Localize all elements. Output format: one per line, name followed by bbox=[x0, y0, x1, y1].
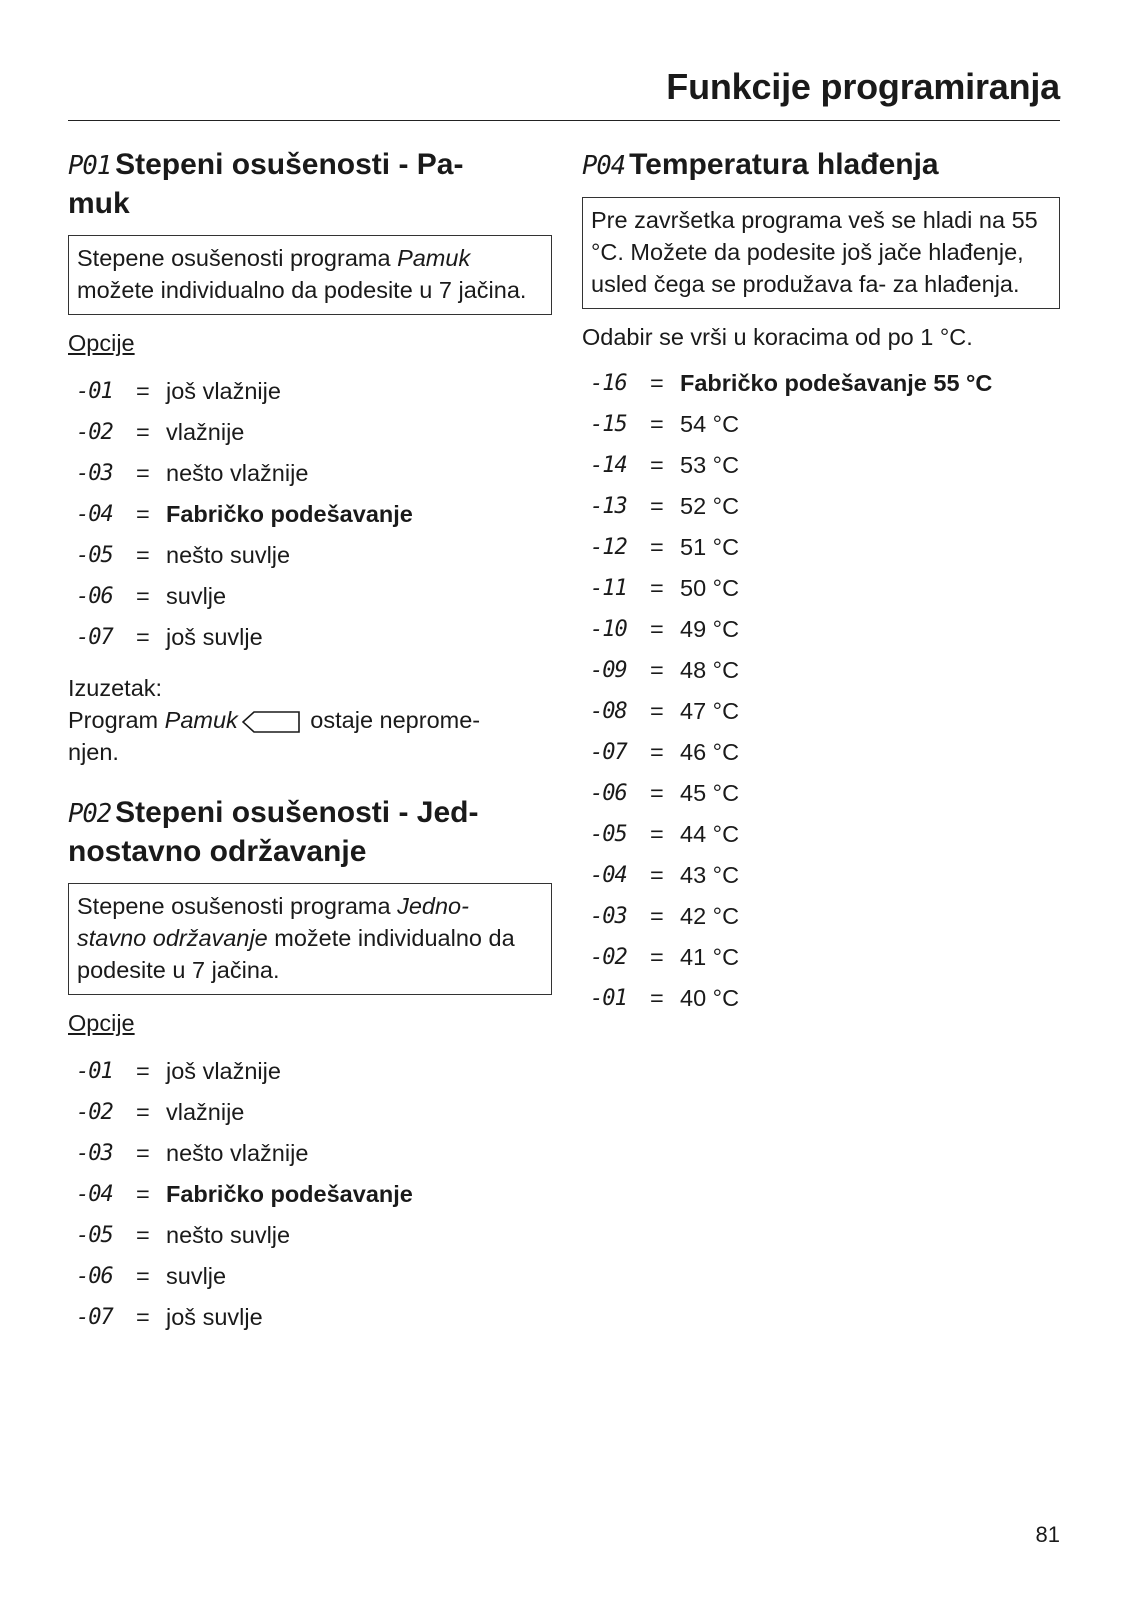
option-row bbox=[68, 371, 552, 412]
option-code: -16 bbox=[590, 371, 627, 396]
info-box-p02 bbox=[68, 883, 552, 995]
option-text: još vlažnije bbox=[166, 1058, 281, 1084]
equals-sign: = bbox=[650, 493, 664, 519]
option-code: -04 bbox=[76, 502, 113, 527]
option-row bbox=[582, 363, 1060, 404]
option-text: 43 °C bbox=[680, 862, 740, 888]
option-text: 40 °C bbox=[680, 985, 740, 1011]
option-text: 48 °C bbox=[680, 657, 740, 683]
option-row bbox=[68, 1051, 552, 1092]
option-text: 46 °C bbox=[680, 739, 740, 765]
option-code: -02 bbox=[590, 945, 627, 970]
option-code: -03 bbox=[76, 461, 113, 486]
exception-note bbox=[68, 672, 552, 768]
option-code: -06 bbox=[76, 1264, 113, 1289]
option-code: -03 bbox=[590, 904, 627, 929]
option-row bbox=[582, 609, 1060, 650]
option-text: 52 °C bbox=[680, 493, 740, 519]
option-row bbox=[582, 445, 1060, 486]
info-text: Stepene osušenosti programa bbox=[77, 245, 398, 271]
option-row bbox=[582, 773, 1060, 814]
options-list-p01 bbox=[68, 371, 552, 658]
equals-sign: = bbox=[650, 411, 664, 437]
option-code: -07 bbox=[76, 625, 113, 650]
option-row bbox=[582, 855, 1060, 896]
option-text: 47 °C bbox=[680, 698, 740, 724]
option-row bbox=[582, 650, 1060, 691]
option-code: -06 bbox=[590, 781, 627, 806]
option-code: -09 bbox=[590, 658, 627, 683]
program-name: Pamuk bbox=[164, 707, 238, 733]
option-text: suvlje bbox=[166, 583, 227, 609]
equals-sign: = bbox=[650, 698, 664, 724]
option-code: -12 bbox=[590, 535, 627, 560]
equals-sign: = bbox=[650, 370, 664, 396]
step-intro: Odabir se vrši u koracima od po 1 °C. bbox=[582, 324, 973, 350]
equals-sign: = bbox=[650, 862, 664, 888]
option-row bbox=[582, 404, 1060, 445]
section-title-p01-line1: Stepeni osušenosti - Pa- bbox=[115, 148, 464, 181]
equals-sign: = bbox=[650, 821, 664, 847]
option-row bbox=[582, 732, 1060, 773]
program-name: Jedno- bbox=[397, 893, 469, 919]
right-column bbox=[582, 146, 1060, 1037]
option-code: -04 bbox=[590, 863, 627, 888]
option-code: -07 bbox=[590, 740, 627, 765]
option-text: Fabričko podešavanje bbox=[166, 501, 413, 527]
equals-sign: = bbox=[136, 1263, 150, 1289]
left-column bbox=[68, 146, 552, 1356]
option-text: Fabričko podešavanje 55 °C bbox=[680, 370, 993, 396]
option-text: nešto vlažnije bbox=[166, 460, 309, 486]
option-text: 45 °C bbox=[680, 780, 740, 806]
section-code-p04: P04 bbox=[582, 151, 626, 181]
options-label-p01: Opcije bbox=[68, 330, 135, 356]
options-list-p02 bbox=[68, 1051, 552, 1338]
section-title-p04: Temperatura hlađenja bbox=[629, 148, 939, 181]
section-heading-p01 bbox=[68, 146, 552, 223]
equals-sign: = bbox=[650, 452, 664, 478]
option-code: -13 bbox=[590, 494, 627, 519]
option-code: -07 bbox=[76, 1305, 113, 1330]
option-row bbox=[68, 494, 552, 535]
equals-sign: = bbox=[136, 501, 150, 527]
page-number: 81 bbox=[1035, 1522, 1060, 1547]
option-text: 42 °C bbox=[680, 903, 740, 929]
equals-sign: = bbox=[136, 1181, 150, 1207]
section-code-p02: P02 bbox=[68, 799, 112, 829]
option-text: nešto vlažnije bbox=[166, 1140, 309, 1166]
equals-sign: = bbox=[136, 1099, 150, 1125]
option-row bbox=[68, 1256, 552, 1297]
option-row bbox=[68, 1297, 552, 1338]
page-title: Funkcije programiranja bbox=[666, 66, 1060, 107]
option-code: -15 bbox=[590, 412, 627, 437]
option-code: -01 bbox=[590, 986, 627, 1011]
equals-sign: = bbox=[136, 624, 150, 650]
option-row bbox=[582, 896, 1060, 937]
option-code: -08 bbox=[590, 699, 627, 724]
option-row bbox=[582, 978, 1060, 1019]
option-text: suvlje bbox=[166, 1263, 227, 1289]
options-list-p04 bbox=[582, 363, 1060, 1019]
option-row bbox=[68, 1174, 552, 1215]
info-text: možete individualno da podesite u 7 jačina. bbox=[77, 925, 515, 983]
option-row bbox=[68, 576, 552, 617]
exception-text: Program bbox=[68, 707, 165, 733]
option-text: nešto suvlje bbox=[166, 1222, 291, 1248]
equals-sign: = bbox=[650, 575, 664, 601]
program-name: stavno održavanje bbox=[77, 925, 268, 951]
equals-sign: = bbox=[136, 542, 150, 568]
option-text: vlažnije bbox=[166, 419, 245, 445]
option-code: -03 bbox=[76, 1141, 113, 1166]
section-title-p02-line1: Stepeni osušenosti - Jed- bbox=[115, 796, 479, 829]
option-text: vlažnije bbox=[166, 1099, 245, 1125]
option-text: 44 °C bbox=[680, 821, 740, 847]
info-text: Stepene osušenosti programa bbox=[77, 893, 398, 919]
option-row bbox=[68, 617, 552, 658]
option-row bbox=[68, 453, 552, 494]
option-text: 50 °C bbox=[680, 575, 740, 601]
option-code: -01 bbox=[76, 379, 113, 404]
option-text: 51 °C bbox=[680, 534, 740, 560]
option-code: -02 bbox=[76, 420, 113, 445]
option-row bbox=[68, 535, 552, 576]
section-title-p02-line2: nostavno održavanje bbox=[68, 835, 367, 868]
equals-sign: = bbox=[136, 1222, 150, 1248]
cotton-program-icon bbox=[242, 709, 300, 731]
equals-sign: = bbox=[136, 1304, 150, 1330]
option-code: -05 bbox=[76, 1223, 113, 1248]
equals-sign: = bbox=[136, 378, 150, 404]
section-heading-p04 bbox=[582, 146, 1060, 185]
page-header bbox=[68, 66, 1060, 121]
option-row bbox=[582, 527, 1060, 568]
info-box-p01 bbox=[68, 235, 552, 315]
option-row bbox=[582, 568, 1060, 609]
option-code: -02 bbox=[76, 1100, 113, 1125]
option-row bbox=[68, 1215, 552, 1256]
equals-sign: = bbox=[136, 1140, 150, 1166]
exception-label: Izuzetak: bbox=[68, 675, 163, 701]
option-row bbox=[68, 412, 552, 453]
options-label-p02: Opcije bbox=[68, 1010, 135, 1036]
option-code: -01 bbox=[76, 1059, 113, 1084]
option-text: 49 °C bbox=[680, 616, 740, 642]
exception-text: ostaje neprome- bbox=[303, 707, 481, 733]
program-name: Pamuk bbox=[397, 245, 471, 271]
section-heading-p02 bbox=[68, 794, 552, 871]
option-text: još suvlje bbox=[166, 1304, 263, 1330]
equals-sign: = bbox=[650, 985, 664, 1011]
equals-sign: = bbox=[650, 944, 664, 970]
equals-sign: = bbox=[650, 616, 664, 642]
option-text: 54 °C bbox=[680, 411, 740, 437]
equals-sign: = bbox=[650, 903, 664, 929]
option-row bbox=[582, 486, 1060, 527]
section-title-p01-line2: muk bbox=[68, 187, 130, 220]
option-code: -05 bbox=[590, 822, 627, 847]
equals-sign: = bbox=[650, 739, 664, 765]
equals-sign: = bbox=[650, 657, 664, 683]
option-text: 41 °C bbox=[680, 944, 740, 970]
option-text: još vlažnije bbox=[166, 378, 281, 404]
equals-sign: = bbox=[650, 780, 664, 806]
option-row bbox=[68, 1092, 552, 1133]
option-code: -14 bbox=[590, 453, 627, 478]
option-text: Fabričko podešavanje bbox=[166, 1181, 413, 1207]
equals-sign: = bbox=[136, 419, 150, 445]
option-code: -05 bbox=[76, 543, 113, 568]
option-code: -04 bbox=[76, 1182, 113, 1207]
option-code: -10 bbox=[590, 617, 627, 642]
equals-sign: = bbox=[136, 583, 150, 609]
option-text: 53 °C bbox=[680, 452, 740, 478]
info-text: možete individualno da podesite u 7 jačina. bbox=[77, 277, 527, 303]
exception-text: njen. bbox=[68, 739, 119, 765]
option-text: još suvlje bbox=[166, 624, 263, 650]
option-row bbox=[582, 937, 1060, 978]
equals-sign: = bbox=[136, 1058, 150, 1084]
section-code-p01: P01 bbox=[68, 151, 112, 181]
equals-sign: = bbox=[650, 534, 664, 560]
equals-sign: = bbox=[136, 460, 150, 486]
option-row bbox=[68, 1133, 552, 1174]
option-code: -11 bbox=[590, 576, 627, 601]
info-box-p04: Pre završetka programa veš se hladi na 55 °C. Možete da podesite još jače hlađenje, usled čega se produžava fa- za hlađenja. bbox=[582, 197, 1060, 309]
option-row bbox=[582, 691, 1060, 732]
option-row bbox=[582, 814, 1060, 855]
option-code: -06 bbox=[76, 584, 113, 609]
option-text: nešto suvlje bbox=[166, 542, 291, 568]
